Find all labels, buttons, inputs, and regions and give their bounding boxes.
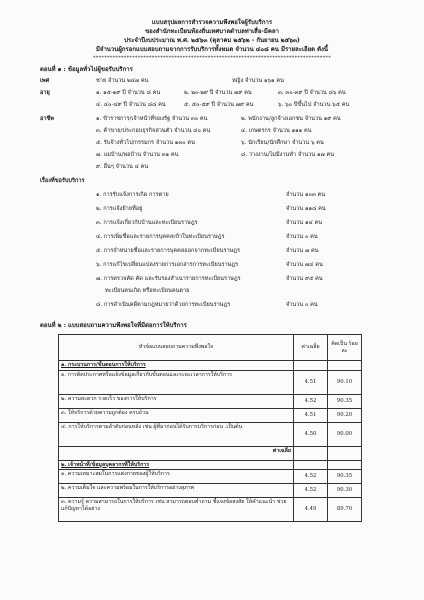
- doc-title-line-1: แบบสรุปผลการสำรวจความพึงพอใจผู้รับบริการ: [151, 19, 273, 26]
- service-count: จำนวน ๐ คน: [286, 302, 318, 308]
- doc-title-line-2: ของสำนักทะเบียนท้องถิ่นเทศบาลตำบลท่าเสื่อ-มีคลา: [145, 28, 279, 35]
- row-text: ๓. ความรู้ ความสามารถในการให้บริการ เช่น สามารถตอบคำถาม ชี้แจงข้อสงสัย ให้คำแนะนำ ช่วยแก้ปัญหาได้อย่าง: [59, 498, 294, 522]
- occupation-item: ๒. พนักงาน/ลูกจ้างเอกชน จำนวน ๑๙ คน: [241, 116, 341, 122]
- row-pct: 89.70: [328, 498, 362, 522]
- service-count: จำนวน ๑๐๓ คน: [286, 192, 326, 198]
- row-text: ๑. การติดประกาศหรือแจ้งข้อมูลเกี่ยวกับขั้นตอนและระยะเวลาการให้บริการ: [59, 370, 294, 394]
- occupation-item: ๑. ข้าราชการ/เจ้าหน้าที่ของรัฐ จำนวน ๓๐ คน: [96, 116, 208, 122]
- service-count: จำนวน ๑๔ คน: [286, 220, 323, 226]
- row-avg: 4.52: [294, 484, 328, 498]
- row-avg: 4.52: [294, 394, 328, 408]
- row-text: ๒. ความสะดวก รวดเร็ว ของการให้บริการ: [59, 394, 294, 408]
- part1-title: ตอนที่ ๑ : ข้อมูลทั่วไปผู้ขอรับบริการ: [40, 66, 133, 73]
- col-avg-header: ค่าเฉลี่ย: [294, 335, 328, 361]
- occupation-item: ๙. อื่นๆ จำนวน ๔ คน: [96, 164, 149, 170]
- occupation-item: ๗. แม่บ้าน/พ่อบ้าน จำนวน ๓๑ คน: [96, 152, 179, 158]
- occupation-label: อาชีพ: [40, 116, 54, 122]
- row-pct: 90.10: [328, 370, 362, 394]
- table-row: [59, 394, 362, 408]
- row-text: ๔. การให้บริการตามลำดับก่อนหลัง เช่น ผู้ที่มาก่อนได้รับการบริการก่อน .เป็นต้น: [59, 422, 294, 446]
- group-title: ๒. เจ้าหน้าที่/ข้อมูลบุคลากรที่ให้บริการ: [59, 460, 294, 470]
- age-item: ๓. ๓๐-๓๙ ปี จำนวน ๘๖ คน: [278, 90, 346, 96]
- occupation-item: ๔. เกษตรกร จำนวน ๑๑๑ คน: [241, 128, 312, 134]
- sex-label: เพศ: [40, 78, 50, 84]
- service-item: ๘. การดำเนินคดีตามกฎหมายว่าด้วยการทะเบียนราษฎร: [96, 302, 231, 308]
- table-row: [59, 470, 362, 484]
- satisfaction-table: [58, 334, 362, 522]
- service-item: ๑. การรับแจ้งการเกิด การตาย: [96, 192, 169, 198]
- row-pct: 90.35: [328, 394, 362, 408]
- sex-male: ชาย จำนวน ๒๔๗ คน: [96, 78, 149, 84]
- occupation-item: ๖. นักเรียน/นักศึกษา จำนวน ๖ คน: [241, 140, 324, 146]
- row-pct: 90.35: [328, 470, 362, 484]
- row-text: ๓. ให้บริการด้วยความถูกต้อง ครบถ้วน: [59, 408, 294, 422]
- service-item: ๗. การตรวจคัด คัด และรับรองสำเนารายการทะเบียนราษฎร: [96, 276, 241, 282]
- row-pct: 90.30: [328, 484, 362, 498]
- age-item: ๑. ๑๕-๑๙ ปี จำนวน ๘ คน: [96, 90, 161, 96]
- service-count: จำนวน ๑๑๘ คน: [286, 206, 326, 212]
- service-count: จำนวน ๐ คน: [286, 234, 318, 240]
- service-item-cont: ทะเบียนคนเกิด หรือทะเบียนคนตาย: [105, 288, 190, 294]
- group-title: ๑. กระบวนการ/ขั้นตอนการให้บริการ: [59, 361, 294, 371]
- doc-title-line-4: มีจำนวนผู้กรอกแบบสอบถามจากการรับบริการทั้งหมด จำนวน ๔๐๘ คน มีรายละเอียด ดังนี้: [95, 46, 329, 53]
- service-item: ๖. การแก้ไขเปลี่ยนแปลงรายการเอกสารการทะเบียนราษฎร: [96, 262, 239, 268]
- group-row: [59, 460, 362, 470]
- age-item: ๕. ๕๐-๕๙ ปี จำนวน ๗๙ คน: [184, 102, 254, 108]
- part2-title: ตอนที่ ๒ : แบบสอบถามความพึงพอใจที่มีต่อการให้บริการ: [40, 322, 187, 329]
- service-count: จำนวน ๗ คน: [286, 248, 319, 254]
- occupation-item: ๓. ค้าขาย/ประกอบธุรกิจส่วนตัว จำนวน ๔๐ คน: [96, 128, 211, 134]
- col-pct-header: คิดเป็น ร้อยละ: [328, 335, 362, 361]
- row-avg: 4.51: [294, 408, 328, 422]
- row-avg: 4.49: [294, 498, 328, 522]
- row-text: ๑. ความเหมาะสมในการแต่งกายของผู้ให้บริการ: [59, 470, 294, 484]
- occupation-item: ๕. รับจ้างทั่วไป/กรรมกร จำนวน ๑๓๐ คน: [96, 140, 195, 146]
- age-item: ๒. ๒๐-๒๙ ปี จำนวน ๗๙ คน: [184, 90, 252, 96]
- row-text: ๒. ความเต็มใจ และความพร้อมในการให้บริการอย่างสุภาพ: [59, 484, 294, 498]
- table-row: [59, 498, 362, 522]
- services-title: เรื่องที่ขอรับบริการ: [40, 178, 85, 184]
- star-divider: *************************************************************************************: [93, 55, 331, 61]
- col-topic-header: หัวข้อแบบสอบถามความพึงพอใจ: [59, 335, 294, 361]
- doc-title-line-3: ประจำปีงบประมาณ พ.ศ. ๒๕๖๓ (ตุลาคม ๒๕๖๒ - กันยายน ๒๕๖๓): [124, 37, 300, 44]
- occupation-item: ๘. ว่างงาน/ไม่มีงานทำ จำนวน ๑๗ คน: [241, 152, 335, 158]
- service-count: จำนวน ๙๕ คน: [286, 276, 323, 282]
- service-item: ๒. การแจ้งย้ายที่อยู่: [96, 206, 143, 212]
- age-item: ๖. ๖๐ ปีขึ้นไป จำนวน ๖๕ คน: [278, 102, 350, 108]
- service-count: จำนวน ๗๔ คน: [286, 262, 323, 268]
- age-item: ๔. ๔๐-๔๙ ปี จำนวน ๘๘ คน: [96, 102, 166, 108]
- table-row: [59, 370, 362, 394]
- service-item: ๕. การจำหน่ายชื่อและรายการบุคคลออกจากทะเบียนราษฎร: [96, 248, 241, 254]
- row-pct: 90.20: [328, 408, 362, 422]
- row-avg: 4.52: [294, 470, 328, 484]
- row-pct: 90.00: [328, 422, 362, 446]
- table-row: [59, 484, 362, 498]
- age-label: อายุ: [40, 90, 50, 96]
- service-item: ๔. การเพิ่มชื่อและรายการบุคคลเข้าในทะเบียนราษฎร: [96, 234, 225, 240]
- table-row: [59, 408, 362, 422]
- group-row: [59, 361, 362, 371]
- table-header-row: [59, 335, 362, 361]
- sex-female: หญิง จำนวน ๑๖๑ คน: [232, 78, 284, 84]
- average-label: ค่าเฉลี่ย: [59, 446, 294, 460]
- service-item: ๓. การแจ้งเกี่ยวกับบ้านและทะเบียนราษฎร: [96, 220, 198, 226]
- row-avg: 4.50: [294, 422, 328, 446]
- row-avg: 4.51: [294, 370, 328, 394]
- average-row: [59, 446, 362, 460]
- table-row: [59, 422, 362, 446]
